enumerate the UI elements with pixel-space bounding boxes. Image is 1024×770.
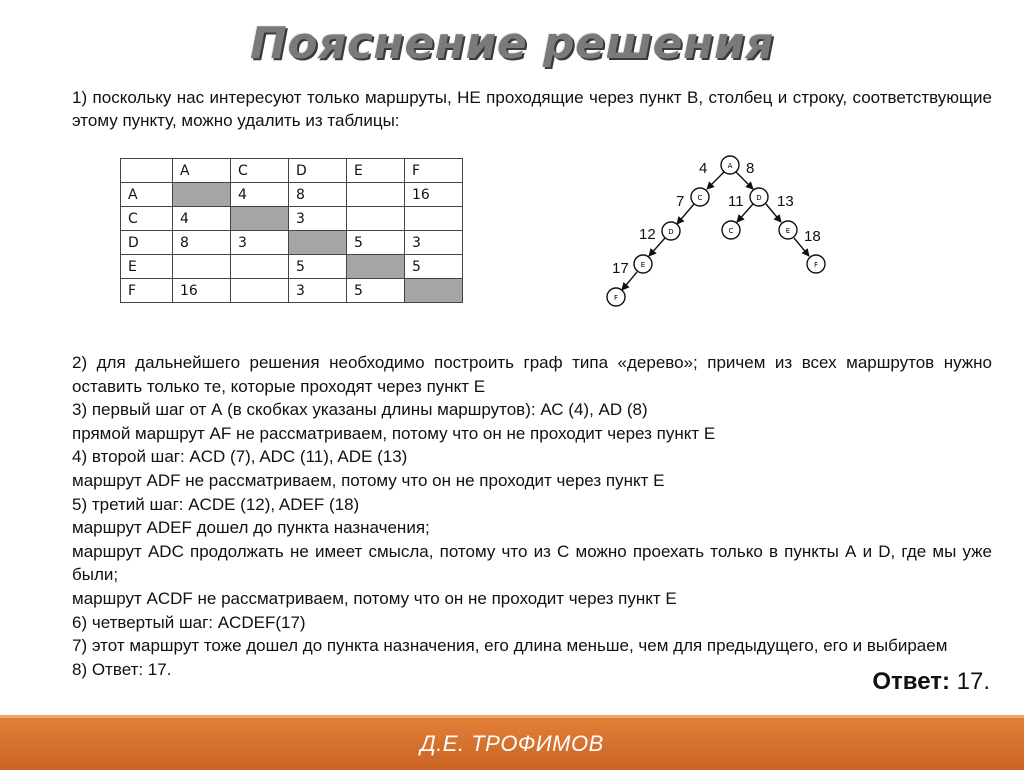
svg-text:D: D bbox=[756, 194, 762, 202]
table-cell: E bbox=[347, 159, 405, 183]
step-line: маршрут ADF не рассматриваем, потому что он не проходит через пункт Е bbox=[72, 470, 665, 490]
step-line: 3) первый шаг от А (в скобках указаны длины маршрутов): АС (4), AD (8) bbox=[72, 400, 648, 420]
step-line: прямой маршрут AF не рассматриваем, потому что он не проходит через пункт Е bbox=[72, 423, 716, 443]
answer-label: Ответ: bbox=[872, 668, 950, 695]
route-tree-diagram bbox=[580, 148, 840, 318]
edge-label: 12 bbox=[639, 226, 656, 243]
step-line: 4) второй шаг: ACD (7), ADC (11), ADE (13) bbox=[72, 447, 408, 467]
tree-node bbox=[750, 188, 768, 206]
svg-text:E: E bbox=[785, 227, 791, 235]
table-header-row bbox=[121, 159, 463, 183]
step-line: маршрут ACDF не рассматриваем, потому что он не проходит через пункт Е bbox=[72, 588, 677, 608]
table-cell bbox=[347, 207, 405, 231]
edge-label: 8 bbox=[746, 160, 755, 177]
tree-node bbox=[722, 221, 740, 239]
tree-node bbox=[691, 188, 709, 206]
table-row bbox=[121, 207, 463, 231]
footer-bar bbox=[0, 715, 1024, 770]
step-line: 6) четвертый шаг: ACDEF(17) bbox=[72, 612, 306, 632]
svg-text:A: A bbox=[727, 162, 733, 170]
table-row bbox=[121, 231, 463, 255]
table-cell-diagonal bbox=[405, 279, 463, 303]
svg-text:F: F bbox=[613, 294, 619, 302]
svg-text:D: D bbox=[668, 228, 674, 236]
table-cell: C bbox=[121, 207, 173, 231]
table-cell bbox=[231, 255, 289, 279]
final-answer bbox=[872, 668, 990, 696]
table-row bbox=[121, 279, 463, 303]
svg-text:C: C bbox=[697, 194, 703, 202]
table-cell-diagonal bbox=[231, 207, 289, 231]
table-cell: 3 bbox=[289, 207, 347, 231]
table-cell: 4 bbox=[173, 207, 231, 231]
step-line: маршрут ADC продолжать не имеет смысла, потому что из С можно проехать только в пункты А и D, где мы уже были; bbox=[72, 541, 992, 585]
distance-table bbox=[120, 158, 463, 303]
tree-node bbox=[779, 221, 797, 239]
table-cell bbox=[121, 159, 173, 183]
table-cell: 5 bbox=[289, 255, 347, 279]
table-cell: D bbox=[289, 159, 347, 183]
step-line: 2) для дальнейшего решения необходимо построить граф типа «дерево»; причем из всех маршрутов нужно оставить только те, которые проходят через пункт Е bbox=[72, 353, 992, 396]
tree-node bbox=[634, 255, 652, 273]
table-cell: 4 bbox=[231, 183, 289, 207]
table-cell: 5 bbox=[405, 255, 463, 279]
solution-steps bbox=[72, 351, 992, 681]
table-cell: F bbox=[405, 159, 463, 183]
table-cell: A bbox=[121, 183, 173, 207]
edge-label: 11 bbox=[728, 193, 744, 210]
edge-label: 13 bbox=[777, 193, 794, 210]
table-cell bbox=[405, 207, 463, 231]
tree-node bbox=[662, 222, 680, 240]
step-line: маршрут ADEF дошел до пункта назначения; bbox=[72, 518, 430, 538]
table-cell-diagonal bbox=[347, 255, 405, 279]
table-cell: 3 bbox=[231, 231, 289, 255]
table-cell: F bbox=[121, 279, 173, 303]
table-cell: 16 bbox=[173, 279, 231, 303]
step-line: 8) Ответ: 17. bbox=[72, 659, 172, 679]
step-line: 7) этот маршрут тоже дошел до пункта назначения, его длина меньше, чем для предыдущего, его и выбираем bbox=[72, 636, 948, 656]
tree-node bbox=[807, 255, 825, 273]
table-cell: 8 bbox=[173, 231, 231, 255]
page-title: Пояснение решения bbox=[250, 18, 774, 69]
svg-text:C: C bbox=[728, 227, 734, 235]
table-cell-diagonal bbox=[289, 231, 347, 255]
edge-label: 18 bbox=[804, 228, 821, 245]
table-cell: 5 bbox=[347, 279, 405, 303]
table-cell bbox=[231, 279, 289, 303]
svg-text:F: F bbox=[813, 261, 819, 269]
author-name: Д.Е. ТРОФИМОВ bbox=[420, 731, 604, 756]
table-cell-diagonal bbox=[173, 183, 231, 207]
edge-label: 7 bbox=[676, 193, 685, 210]
table-cell: 3 bbox=[289, 279, 347, 303]
table-cell: C bbox=[231, 159, 289, 183]
table-cell: E bbox=[121, 255, 173, 279]
svg-text:E: E bbox=[640, 261, 646, 269]
table-cell: 5 bbox=[347, 231, 405, 255]
table-cell: 8 bbox=[289, 183, 347, 207]
tree-node bbox=[607, 288, 625, 306]
table-cell: 16 bbox=[405, 183, 463, 207]
table-row bbox=[121, 183, 463, 207]
edge-a-c bbox=[707, 172, 724, 189]
edge-label: 4 bbox=[699, 160, 708, 177]
table-row bbox=[121, 255, 463, 279]
table-cell: 3 bbox=[405, 231, 463, 255]
table-cell bbox=[347, 183, 405, 207]
step-line: 5) третий шаг: ACDE (12), ADEF (18) bbox=[72, 494, 360, 514]
table-cell bbox=[173, 255, 231, 279]
table-cell: A bbox=[173, 159, 231, 183]
tree-node bbox=[721, 156, 739, 174]
answer-value: 17. bbox=[949, 668, 990, 695]
intro-paragraph: 1) поскольку нас интересуют только маршруты, НЕ проходящие через пункт В, столбец и строку, соответствующие этому пункту, можно удалить из таблицы: bbox=[72, 88, 992, 130]
table-cell: D bbox=[121, 231, 173, 255]
edge-label: 17 bbox=[612, 260, 629, 277]
